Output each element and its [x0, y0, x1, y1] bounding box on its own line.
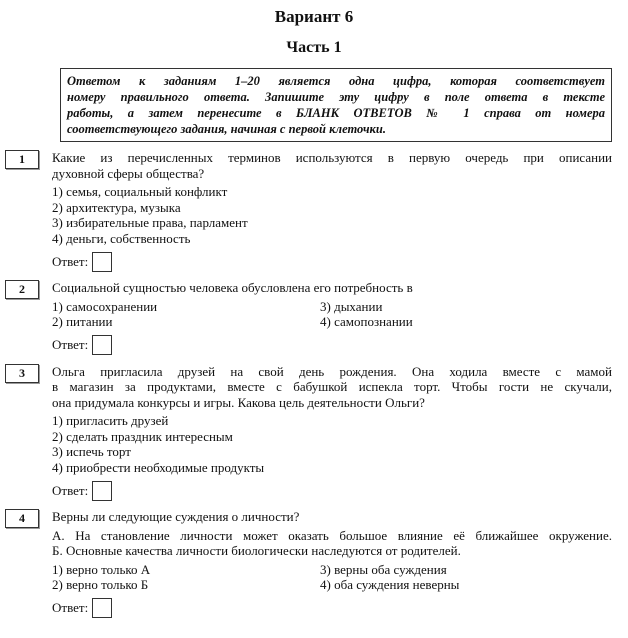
question-3	[0, 364, 628, 502]
answer-label: Ответ:	[52, 482, 89, 498]
option: 4) оба суждения неверны	[320, 577, 460, 592]
option: 4) приобрести необходимые продукты	[52, 459, 265, 475]
option: 2) архитектура, музыка	[52, 199, 181, 215]
answer-label: Ответ:	[52, 337, 89, 353]
option: 3) испечь торт	[52, 444, 131, 459]
instruction-line: работы, а затем перенесите в БЛАНК ОТВЕТОВ № 1 справа от номера	[67, 106, 605, 120]
answer-input[interactable]	[92, 252, 112, 272]
option: 4) деньги, собственность	[52, 230, 191, 246]
question-number: 3	[5, 364, 39, 383]
variant-title: Вариант 6	[274, 7, 354, 26]
question-1	[0, 150, 628, 272]
statement: А. На становление личности может оказать большое влияние её ближайшее окружение.	[52, 527, 612, 543]
option: 2) сделать праздник интересным	[52, 428, 233, 444]
option: 4) самопознании	[320, 314, 413, 329]
question-number: 4	[5, 509, 39, 528]
answer-label: Ответ:	[52, 253, 89, 269]
question-text: в магазин за продуктами, вместе с бабушкой испекла торт. Чтобы гости не скучали,	[52, 379, 612, 394]
instruction-line: номеру правильного ответа. Запишите эту цифру в поле ответа в тексте	[67, 90, 605, 104]
statement: Б. Основные качества личности биологически наследуются от родителей.	[52, 543, 461, 558]
answer-input[interactable]	[92, 481, 112, 501]
answer-input[interactable]	[92, 598, 112, 618]
option: 2) питании	[52, 314, 113, 329]
option: 3) дыхании	[320, 298, 383, 314]
instructions-box	[60, 68, 612, 142]
instruction-line: Ответом к заданиям 1–20 является одна цифра, которая соответствует	[67, 74, 605, 88]
question-text: Какие из перечисленных терминов используются в первую очередь при описании	[52, 150, 612, 165]
question-text: духовной сферы общества?	[52, 165, 205, 181]
question-text: Ольга пригласила друзей на свой день рождения. Она ходила вместе с мамой	[52, 363, 612, 379]
question-number: 1	[5, 150, 39, 169]
instruction-line: соответствующего задания, начиная с первой клеточки.	[67, 122, 386, 136]
question-number: 2	[5, 280, 39, 299]
part-title: Часть 1	[286, 39, 342, 56]
question-text: она придумала конкурсы и игры. Какова цель деятельности Ольги?	[52, 394, 425, 410]
question-2	[0, 280, 628, 356]
question-text: Верны ли следующие суждения о личности?	[52, 509, 300, 524]
option: 1) самосохранении	[52, 298, 158, 314]
question-4	[0, 509, 628, 619]
option: 2) верно только Б	[52, 577, 149, 592]
option: 3) верны оба суждения	[320, 561, 447, 577]
option: 1) семья, социальный конфликт	[52, 184, 228, 199]
answer-label: Ответ:	[52, 600, 89, 616]
question-text: Социальной сущностью человека обусловлена его потребность в	[52, 280, 413, 295]
option: 1) пригласить друзей	[52, 413, 169, 428]
option: 3) избирательные права, парламент	[52, 215, 248, 230]
answer-input[interactable]	[92, 335, 112, 355]
option: 1) верно только А	[52, 561, 151, 577]
